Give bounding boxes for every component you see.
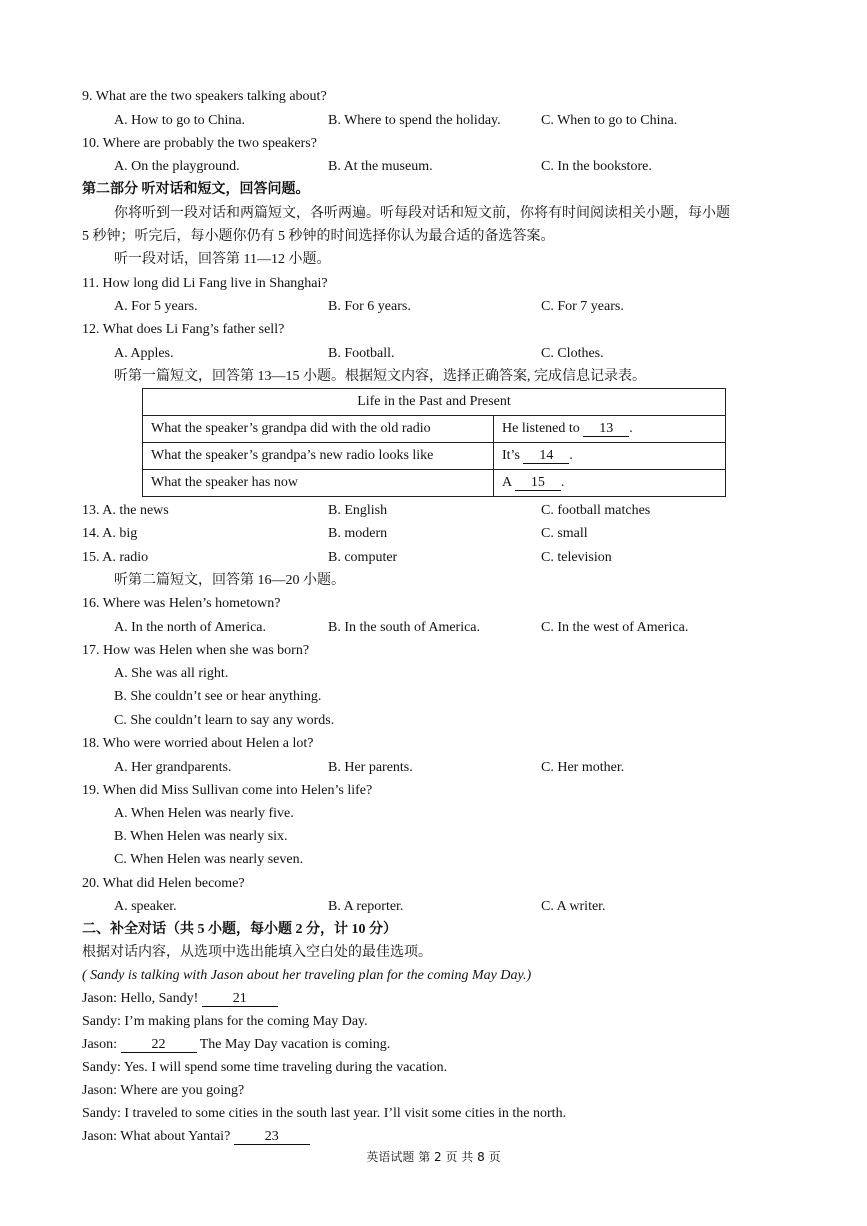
question-11-option-a: A. For 5 years.: [114, 299, 198, 314]
question-12-option-c: C. Clothes.: [541, 346, 604, 361]
passage2-intro: 听第二篇短文，回答第 16—20 小题。: [114, 573, 345, 588]
question-12-stem: 12. What does Li Fang’s father sell?: [82, 322, 285, 337]
answer-blank-22: 22: [121, 1037, 197, 1053]
question-17-option-a: A. She was all right.: [114, 666, 229, 681]
dialogue-text: Jason: What about Yantai?: [82, 1129, 234, 1144]
question-16-stem: 16. Where was Helen’s hometown?: [82, 596, 281, 611]
question-14-option-c: C. small: [541, 526, 588, 541]
question-14-option-a: 14. A. big: [82, 526, 138, 541]
table-row-left: What the speaker has now: [143, 470, 494, 497]
page-footer: 英语试题 第 2 页 共 8 页: [366, 1150, 501, 1164]
question-12-option-a: A. Apples.: [114, 346, 174, 361]
question-20-stem: 20. What did Helen become?: [82, 876, 245, 891]
section2-instructions: 根据对话内容，从选项中选出能填入空白处的最佳选项。: [82, 945, 432, 960]
question-16-option-b: B. In the south of America.: [328, 620, 481, 635]
part2-instructions-line2: 5 秒钟；听完后，每小题你仍有 5 秒钟的时间选择你认为最合适的备选答案。: [82, 229, 555, 244]
question-19-stem: 19. When did Miss Sullivan come into Helen’s life?: [82, 783, 373, 798]
table-row-left: What the speaker’s grandpa’s new radio looks like: [143, 443, 494, 470]
dialogue-line: [82, 990, 278, 1008]
question-20-option-a: A. speaker.: [114, 899, 177, 914]
section2-heading: 二、补全对话（共 5 小题，每小题 2 分，计 10 分）: [82, 922, 397, 937]
question-20-option-b: B. A reporter.: [328, 899, 404, 914]
question-10-option-a: A. On the playground.: [114, 159, 240, 174]
question-19-option-b: B. When Helen was nearly six.: [114, 829, 288, 844]
table-row-right: [494, 443, 726, 470]
table-row-suffix: .: [569, 448, 573, 463]
question-20-option-c: C. A writer.: [541, 899, 606, 914]
question-15-option-b: B. computer: [328, 550, 398, 565]
question-9-stem: 9. What are the two speakers talking about?: [82, 89, 327, 104]
table-row-prefix: A: [502, 475, 515, 490]
question-16-option-c: C. In the west of America.: [541, 620, 689, 635]
dialogue-text: Sandy: I’m making plans for the coming May Day.: [82, 1014, 368, 1029]
answer-blank-21: 21: [202, 991, 278, 1007]
question-19-option-a: A. When Helen was nearly five.: [114, 806, 294, 821]
question-10-stem: 10. Where are probably the two speakers?: [82, 136, 317, 151]
part2-heading: 第二部分 听对话和短文，回答问题。: [82, 182, 310, 197]
question-9-option-c: C. When to go to China.: [541, 113, 678, 128]
question-18-option-a: A. Her grandparents.: [114, 760, 232, 775]
question-17-option-b: B. She couldn’t see or hear anything.: [114, 689, 322, 704]
table-title-row: [143, 389, 726, 416]
dialogue-line: [82, 1105, 566, 1123]
table-title: Life in the Past and Present: [143, 389, 726, 416]
question-14-option-b: B. modern: [328, 526, 388, 541]
question-16-option-a: A. In the north of America.: [114, 620, 267, 635]
dialogue-line: [82, 1059, 447, 1077]
question-17-stem: 17. How was Helen when she was born?: [82, 643, 310, 658]
question-18-option-b: B. Her parents.: [328, 760, 413, 775]
answer-blank-15: 15: [515, 475, 561, 491]
table-row-suffix: .: [629, 421, 633, 436]
question-11-stem: 11. How long did Li Fang live in Shanghai?: [82, 276, 328, 291]
dialogue-intro: 听一段对话，回答第 11—12 小题。: [114, 252, 331, 267]
question-10-option-b: B. At the museum.: [328, 159, 433, 174]
question-15-option-a: 15. A. radio: [82, 550, 149, 565]
dialogue-line: [82, 1013, 368, 1031]
dialogue-text: The May Day vacation is coming.: [196, 1037, 391, 1052]
dialogue-line: [82, 1036, 390, 1054]
table-row: [143, 443, 726, 470]
passage1-intro: 听第一篇短文，回答第 13—15 小题。根据短文内容，选择正确答案, 完成信息记录表。: [114, 369, 646, 384]
part2-instructions-line1: 你将听到一段对话和两篇短文，各听两遍。听每段对话和短文前，你将有时间阅读相关小题，每小题: [114, 206, 730, 221]
table-row-prefix: It’s: [502, 448, 524, 463]
dialogue-text: Sandy: Yes. I will spend some time traveling during the vacation.: [82, 1060, 448, 1075]
table-row-prefix: He listened to: [502, 421, 584, 436]
question-9-option-a: A. How to go to China.: [114, 113, 246, 128]
question-15-option-c: C. television: [541, 550, 612, 565]
answer-blank-23: 23: [234, 1129, 310, 1145]
table-row-suffix: .: [560, 475, 565, 490]
answer-blank-13: 13: [583, 421, 629, 437]
question-18-option-c: C. Her mother.: [541, 760, 625, 775]
table-row: [143, 470, 726, 497]
question-10-option-c: C. In the bookstore.: [541, 159, 652, 174]
table-row-right: [494, 470, 726, 497]
table-row-right: [494, 416, 726, 443]
info-record-table: [142, 388, 726, 497]
question-13-option-a: 13. A. the news: [82, 503, 169, 518]
dialogue-text: Jason:: [82, 1037, 121, 1052]
question-9-option-b: B. Where to spend the holiday.: [328, 113, 501, 128]
table-row: [143, 416, 726, 443]
table-row-left: What the speaker’s grandpa did with the old radio: [143, 416, 494, 443]
dialogue-line: [82, 1082, 244, 1100]
question-13-option-c: C. football matches: [541, 503, 651, 518]
dialogue-context: ( Sandy is talking with Jason about her traveling plan for the coming May Day.): [82, 968, 532, 983]
dialogue-line: [82, 1128, 310, 1146]
question-13-option-b: B. English: [328, 503, 388, 518]
question-17-option-c: C. She couldn’t learn to say any words.: [114, 713, 335, 728]
answer-blank-14: 14: [523, 448, 569, 464]
dialogue-text: Jason: Hello, Sandy!: [82, 991, 202, 1006]
question-11-option-c: C. For 7 years.: [541, 299, 624, 314]
question-11-option-b: B. For 6 years.: [328, 299, 411, 314]
question-12-option-b: B. Football.: [328, 346, 395, 361]
question-18-stem: 18. Who were worried about Helen a lot?: [82, 736, 314, 751]
dialogue-text: Jason: Where are you going?: [82, 1083, 245, 1098]
dialogue-text: Sandy: I traveled to some cities in the south last year. I’ll visit some cities in the north.: [82, 1106, 567, 1121]
question-19-option-c: C. When Helen was nearly seven.: [114, 852, 304, 867]
